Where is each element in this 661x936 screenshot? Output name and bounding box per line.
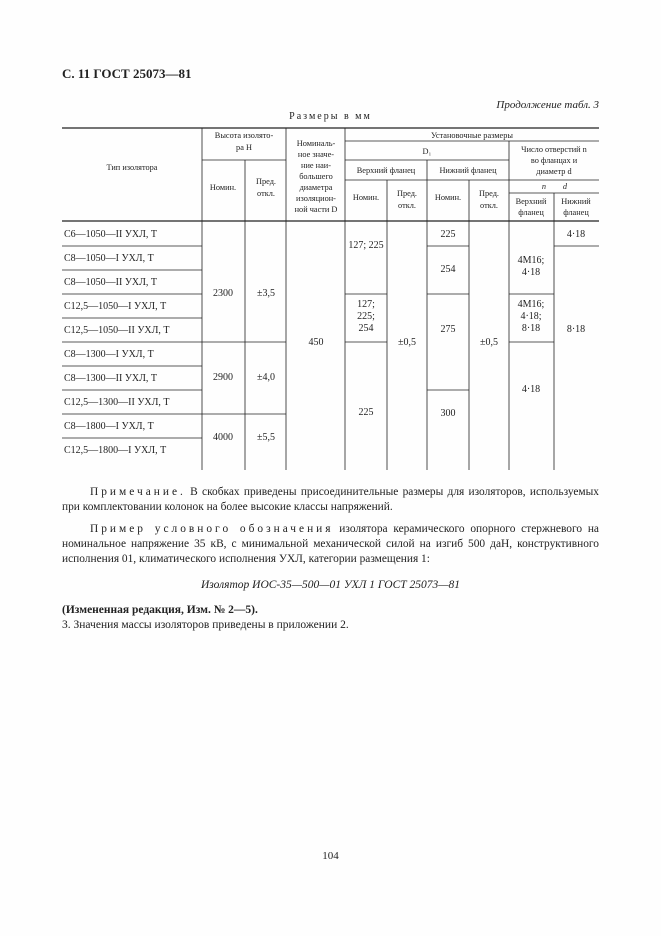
designation-formula: Изолятор ИОС-35—500—01 УХЛ 1 ГОСТ 25073—81 — [201, 579, 460, 591]
header-nomdia-5: диаметра — [299, 183, 333, 192]
header-d: d — [562, 182, 568, 191]
cell-upper-holes: 4·18 — [521, 267, 541, 278]
cell-upper-nom: 127; 225 — [348, 240, 384, 251]
cell-lower-nom: 300 — [440, 408, 456, 419]
header-nomdia-6: изоляцион- — [296, 194, 336, 203]
cell-height-tol: ±4,0 — [257, 372, 275, 383]
row-label: С6—1050—II УХЛ, Т — [64, 229, 158, 240]
cell-upper-nom: 254 — [358, 323, 374, 334]
header-n: n — [541, 182, 547, 191]
cell-height-nom: 4000 — [213, 432, 233, 443]
cell-lower-holes: 4·18 — [566, 229, 586, 240]
header-nomdia-7: ной части D — [294, 205, 338, 214]
header-install: Установочные размеры — [431, 131, 513, 140]
header-lower-tol-2: откл. — [480, 201, 498, 210]
cell-upper-holes: 4М16; — [517, 255, 545, 266]
row-label: С12,5—1300—II УХЛ, Т — [64, 397, 170, 408]
cell-upper-holes: 4·18; — [520, 311, 542, 322]
row-label: С8—1800—I УХЛ, Т — [64, 421, 154, 432]
header-holes-2: во фланцах и — [530, 156, 578, 165]
designation-example — [62, 522, 599, 567]
cell-lower-holes: 8·18 — [566, 324, 586, 335]
header-lower-tol-1: Пред. — [478, 189, 500, 198]
table-note — [62, 485, 599, 515]
header-holes-1: Число отверстий n — [521, 145, 587, 154]
row-label: С8—1050—II УХЛ, Т — [64, 277, 158, 288]
header-upper-tol-1: Пред. — [396, 189, 418, 198]
table-continuation: Продолжение табл. 3 — [496, 99, 599, 111]
row-label: С8—1300—I УХЛ, Т — [64, 349, 154, 360]
header-upper-nom: Номин. — [352, 193, 380, 202]
header-upper-col-1: Верхний — [515, 197, 547, 206]
row-label: С8—1050—I УХЛ, Т — [64, 253, 154, 264]
header-nomdia-1: Номиналь- — [296, 139, 336, 148]
cell-upper-tol: ±0,5 — [398, 337, 416, 348]
cell-upper-holes: 8·18 — [521, 323, 541, 334]
header-type: Тип изолятора — [106, 163, 158, 172]
cell-lower-tol: ±0,5 — [480, 337, 498, 348]
row-label: С12,5—1050—I УХЛ, Т — [64, 301, 167, 312]
header-lower-col-1: Нижний — [561, 197, 591, 206]
header-nomdia-3: ние наи- — [301, 161, 331, 170]
row-label: С12,5—1050—II УХЛ, Т — [64, 325, 170, 336]
note-text: В скобках приведены присоединительные размеры для изоляторов, используемых при комплектовании колонок на более высокие классы напряжений. — [62, 486, 599, 513]
cell-height-nom: 2900 — [213, 372, 233, 383]
header-height-tol-1: Пред. — [255, 177, 277, 186]
header-height-2: ра H — [236, 143, 252, 152]
cell-height-nom: 2300 — [213, 288, 233, 299]
row-label: С12,5—1800—I УХЛ, Т — [64, 445, 167, 456]
header-height-tol-2: откл. — [257, 189, 275, 198]
header-nomdia-2: ное значе- — [297, 150, 335, 159]
header-lower-flange: Нижний фланец — [439, 166, 497, 175]
header-upper-flange: Верхний фланец — [356, 166, 416, 175]
header-holes-3: диаметр d — [536, 167, 572, 176]
cell-upper-nom: 225 — [358, 407, 374, 418]
header-d1: D₁ — [422, 147, 432, 156]
header-height-nom: Номин. — [209, 183, 237, 192]
cell-lower-nom: 275 — [440, 324, 456, 335]
cell-nom-diameter: 450 — [308, 337, 324, 348]
header-nomdia-4: большего — [299, 172, 333, 181]
cell-height-tol: ±5,5 — [257, 432, 275, 443]
clause-3: 3. Значения массы изоляторов приведены в приложении 2. — [62, 619, 349, 631]
units-caption: Размеры в мм — [289, 111, 372, 122]
cell-upper-holes: 4·18 — [521, 384, 541, 395]
row-label: С8—1300—II УХЛ, Т — [64, 373, 158, 384]
header-upper-tol-2: откл. — [398, 201, 416, 210]
header-lower-col-2: фланец — [563, 208, 589, 217]
header-upper-col-2: фланец — [518, 208, 544, 217]
note-label: Примечание. — [90, 486, 186, 498]
page-header: С. 11 ГОСТ 25073—81 — [62, 66, 192, 81]
header-height-1: Высота изолято- — [214, 131, 274, 140]
cell-upper-nom: 127; — [357, 299, 375, 310]
page-number: 104 — [322, 850, 339, 862]
cell-height-tol: ±3,5 — [257, 288, 275, 299]
cell-lower-nom: 225 — [440, 229, 456, 240]
amendment-note: (Измененная редакция, Изм. № 2—5). — [62, 604, 258, 616]
header-lower-nom: Номин. — [434, 193, 462, 202]
cell-upper-holes: 4М16; — [517, 299, 545, 310]
cell-upper-nom: 225; — [357, 311, 375, 322]
example-label: Пример условного обозначения — [90, 523, 334, 535]
example-text: изолятора керамического опорного стержневого на номинальное напряжение 35 кВ, с минимальной механической силой на изгиб 500 даН, конструктивного исполнения 01, климатического исполнения УХЛ, категории размещения 1: — [62, 523, 599, 565]
cell-lower-nom: 254 — [440, 264, 456, 275]
